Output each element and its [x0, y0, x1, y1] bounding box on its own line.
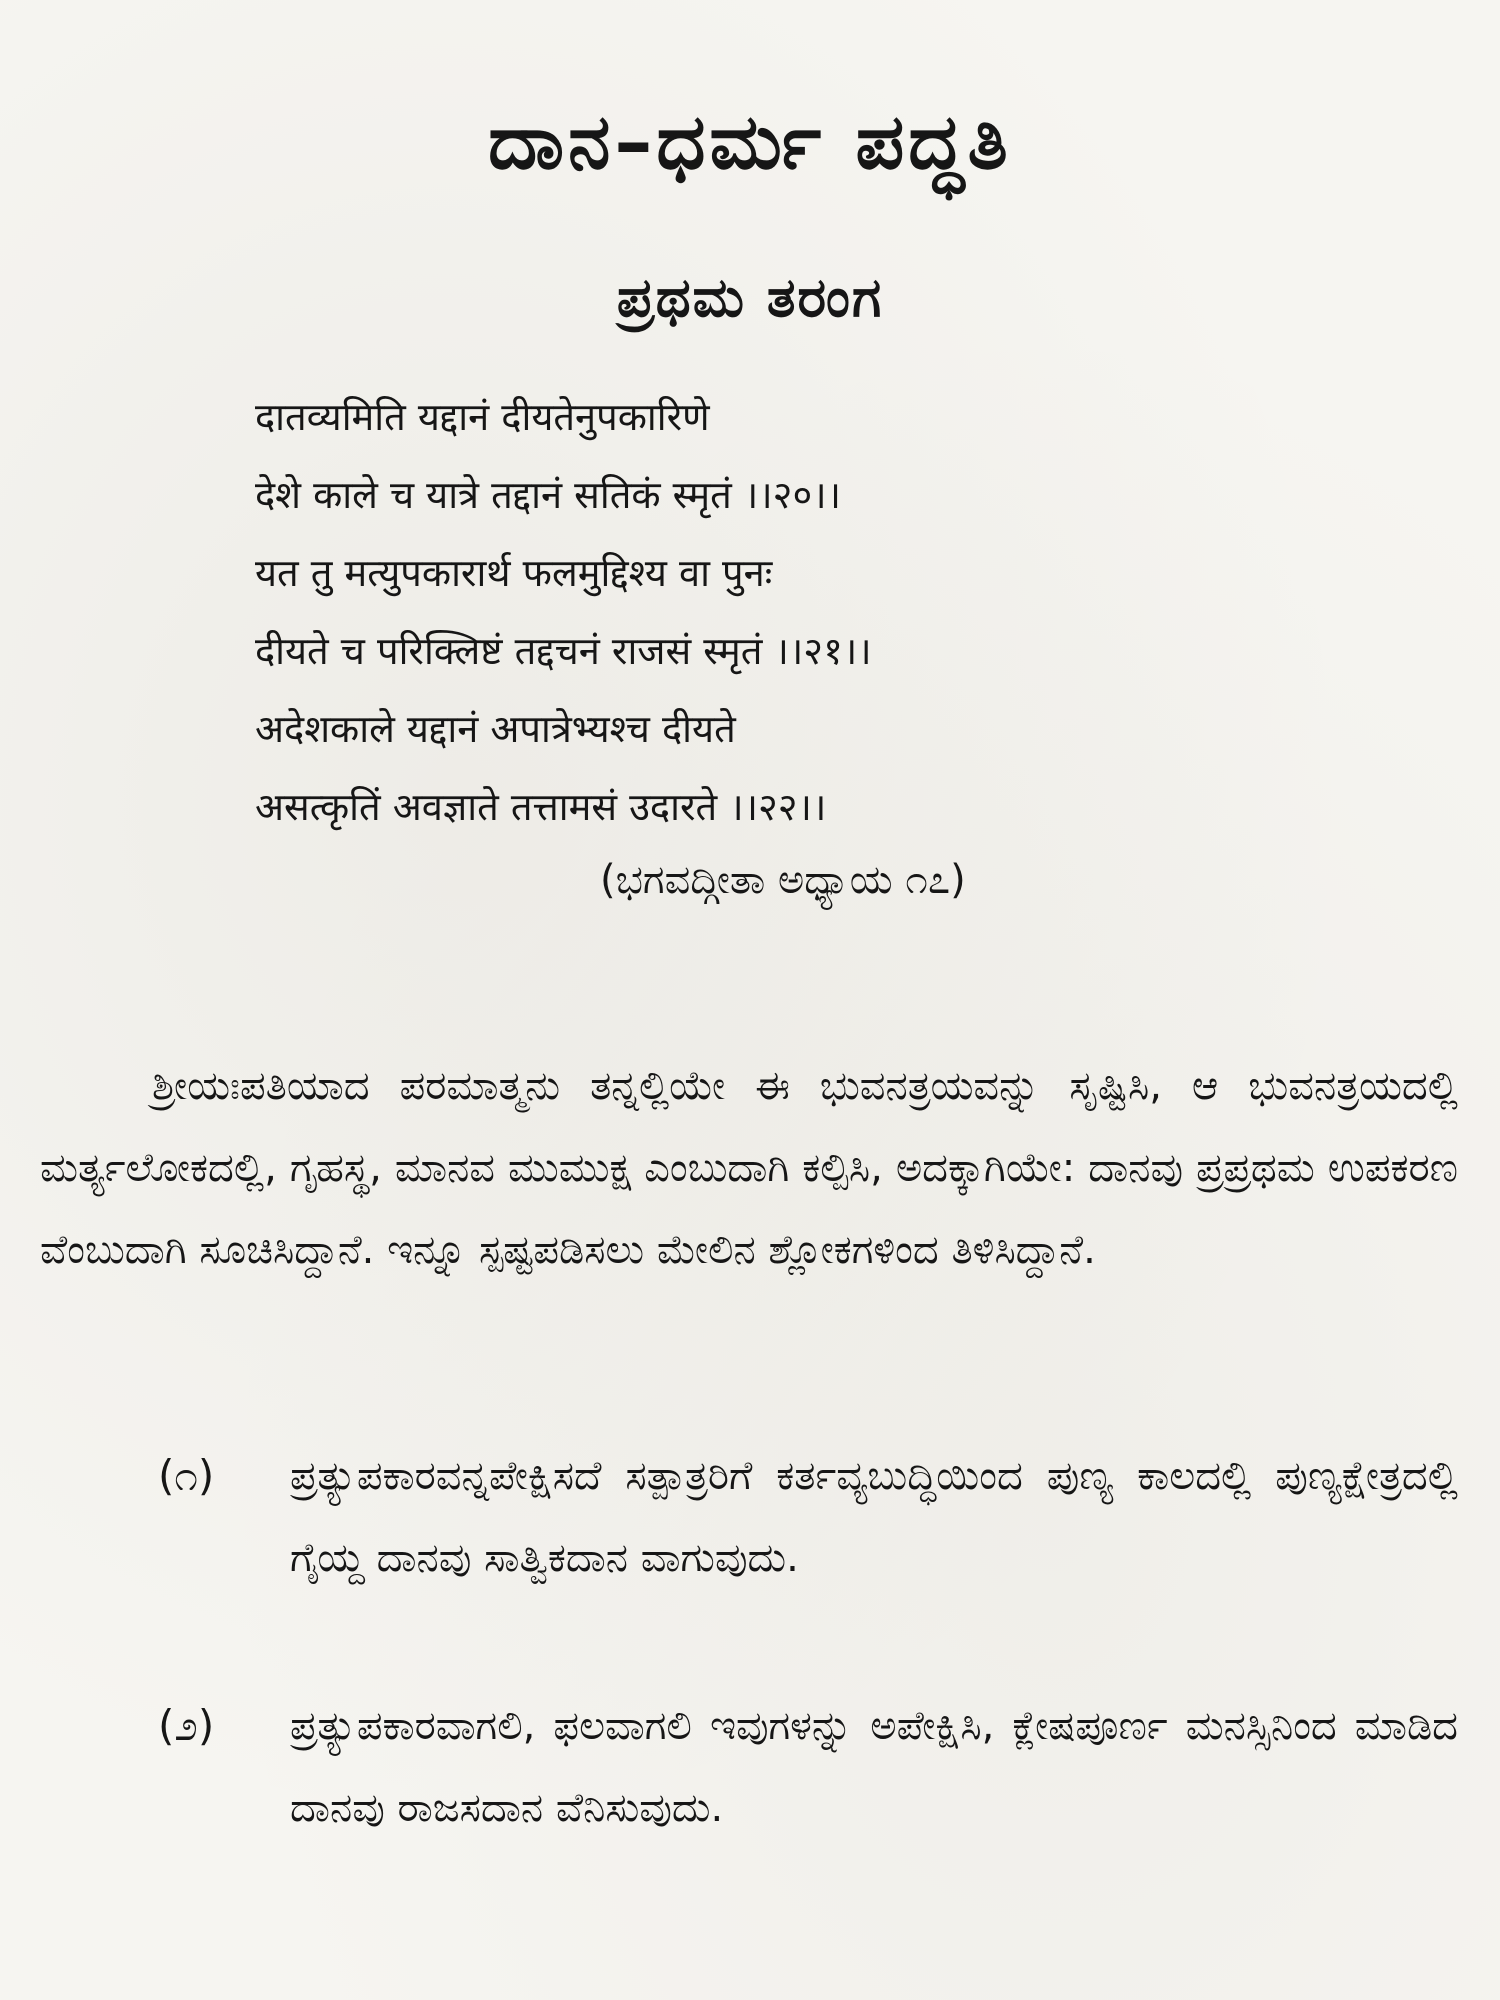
verse-line: देशे काले च यात्रे तद्दानं सतिकं स्मृतं ।।२०।।	[255, 473, 842, 517]
list-item-text: ಪ್ರತ್ಯುಪಕಾರವಾಗಲಿ, ಫಲವಾಗಲಿ ಇವುಗಳನ್ನು ಅಪೇಕ್ಷಿಸಿ, ಕ್ಲೇಷಪೂರ್ಣ ಮನಸ್ಸಿನಿಂದ ಮಾಡಿದ ದಾನವು ರಾಜಸದಾನ ವೆನಿಸುವುದು.	[290, 1703, 1458, 1831]
verse-line: असत्कृतिं अवज्ञाते तत्तामसं उदारते ।।२२।।	[255, 785, 827, 829]
list-item-number: (೧)	[158, 1451, 215, 1500]
list-item-text: ಪ್ರತ್ಯುಪಕಾರವನ್ನಪೇಕ್ಷಿಸದೆ ಸತ್ಪಾತ್ರರಿಗೆ ಕರ್ತವ್ಯಬುದ್ಧಿಯಿಂದ ಪುಣ್ಯ ಕಾಲದಲ್ಲಿ ಪುಣ್ಯಕ್ಷೇತ್ರದಲ್ಲಿ ಗೈಯ್ದ ದಾನವು ಸಾತ್ವಿಕದಾನ ವಾಗುವುದು.	[290, 1453, 1458, 1581]
verse-line: दीयते च परिक्लिष्टं तद्दचनं राजसं स्मृतं ।।२१।।	[255, 629, 872, 673]
list-item	[40, 1685, 1458, 1849]
body-paragraph: ಶ್ರೀಯಃಪತಿಯಾದ ಪರಮಾತ್ಮನು ತನ್ನಲ್ಲಿಯೇ ಈ ಭುವನತ್ರಯವನ್ನು ಸೃಷ್ಟಿಸಿ, ಆ ಭುವನತ್ರಯದಲ್ಲಿ ಮರ್ತ್ಯಲೋಕದಲ್ಲಿ, ಗೃಹಸ್ಥ, ಮಾನವ ಮುಮುಕ್ಷ ಎಂಬುದಾಗಿ ಕಲ್ಪಿಸಿ, ಅದಕ್ಕಾಗಿಯೇ: ದಾನವು ಪ್ರಪ್ರಥಮ ಉಪಕರಣ ವೆಂಬುದಾಗಿ ಸೂಚಿಸಿದ್ದಾನೆ. ಇನ್ನೂ ಸ್ಪಷ್ಟಪಡಿಸಲು ಮೇಲಿನ ಶ್ಲೋಕಗಳಿಂದ ತಿಳಿಸಿದ್ದಾನೆ.	[40, 1063, 1458, 1273]
list-item-number: (೨)	[158, 1701, 215, 1750]
page-title: ದಾನ–ಧರ್ಮ ಪದ್ಧತಿ	[488, 97, 1012, 186]
verse-line: यत तु मत्युपकारार्थ फलमुद्दिश्य वा पुनः	[255, 551, 773, 595]
chapter-subtitle: ಪ್ರಥಮ ತರಂಗ	[616, 266, 884, 329]
verse-source-citation: (ಭಗವದ್ಗೀತಾ ಅಧ್ಯಾಯ ೧೭)	[600, 857, 966, 903]
list-item	[40, 1435, 1458, 1599]
verse-line: दातव्यमिति यद्दानं दीयतेनुपकारिणे	[255, 395, 710, 439]
sanskrit-verses	[255, 378, 1355, 846]
verse-line: अदेशकाले यद्दानं अपात्रेभ्यश्च दीयते	[255, 707, 736, 751]
